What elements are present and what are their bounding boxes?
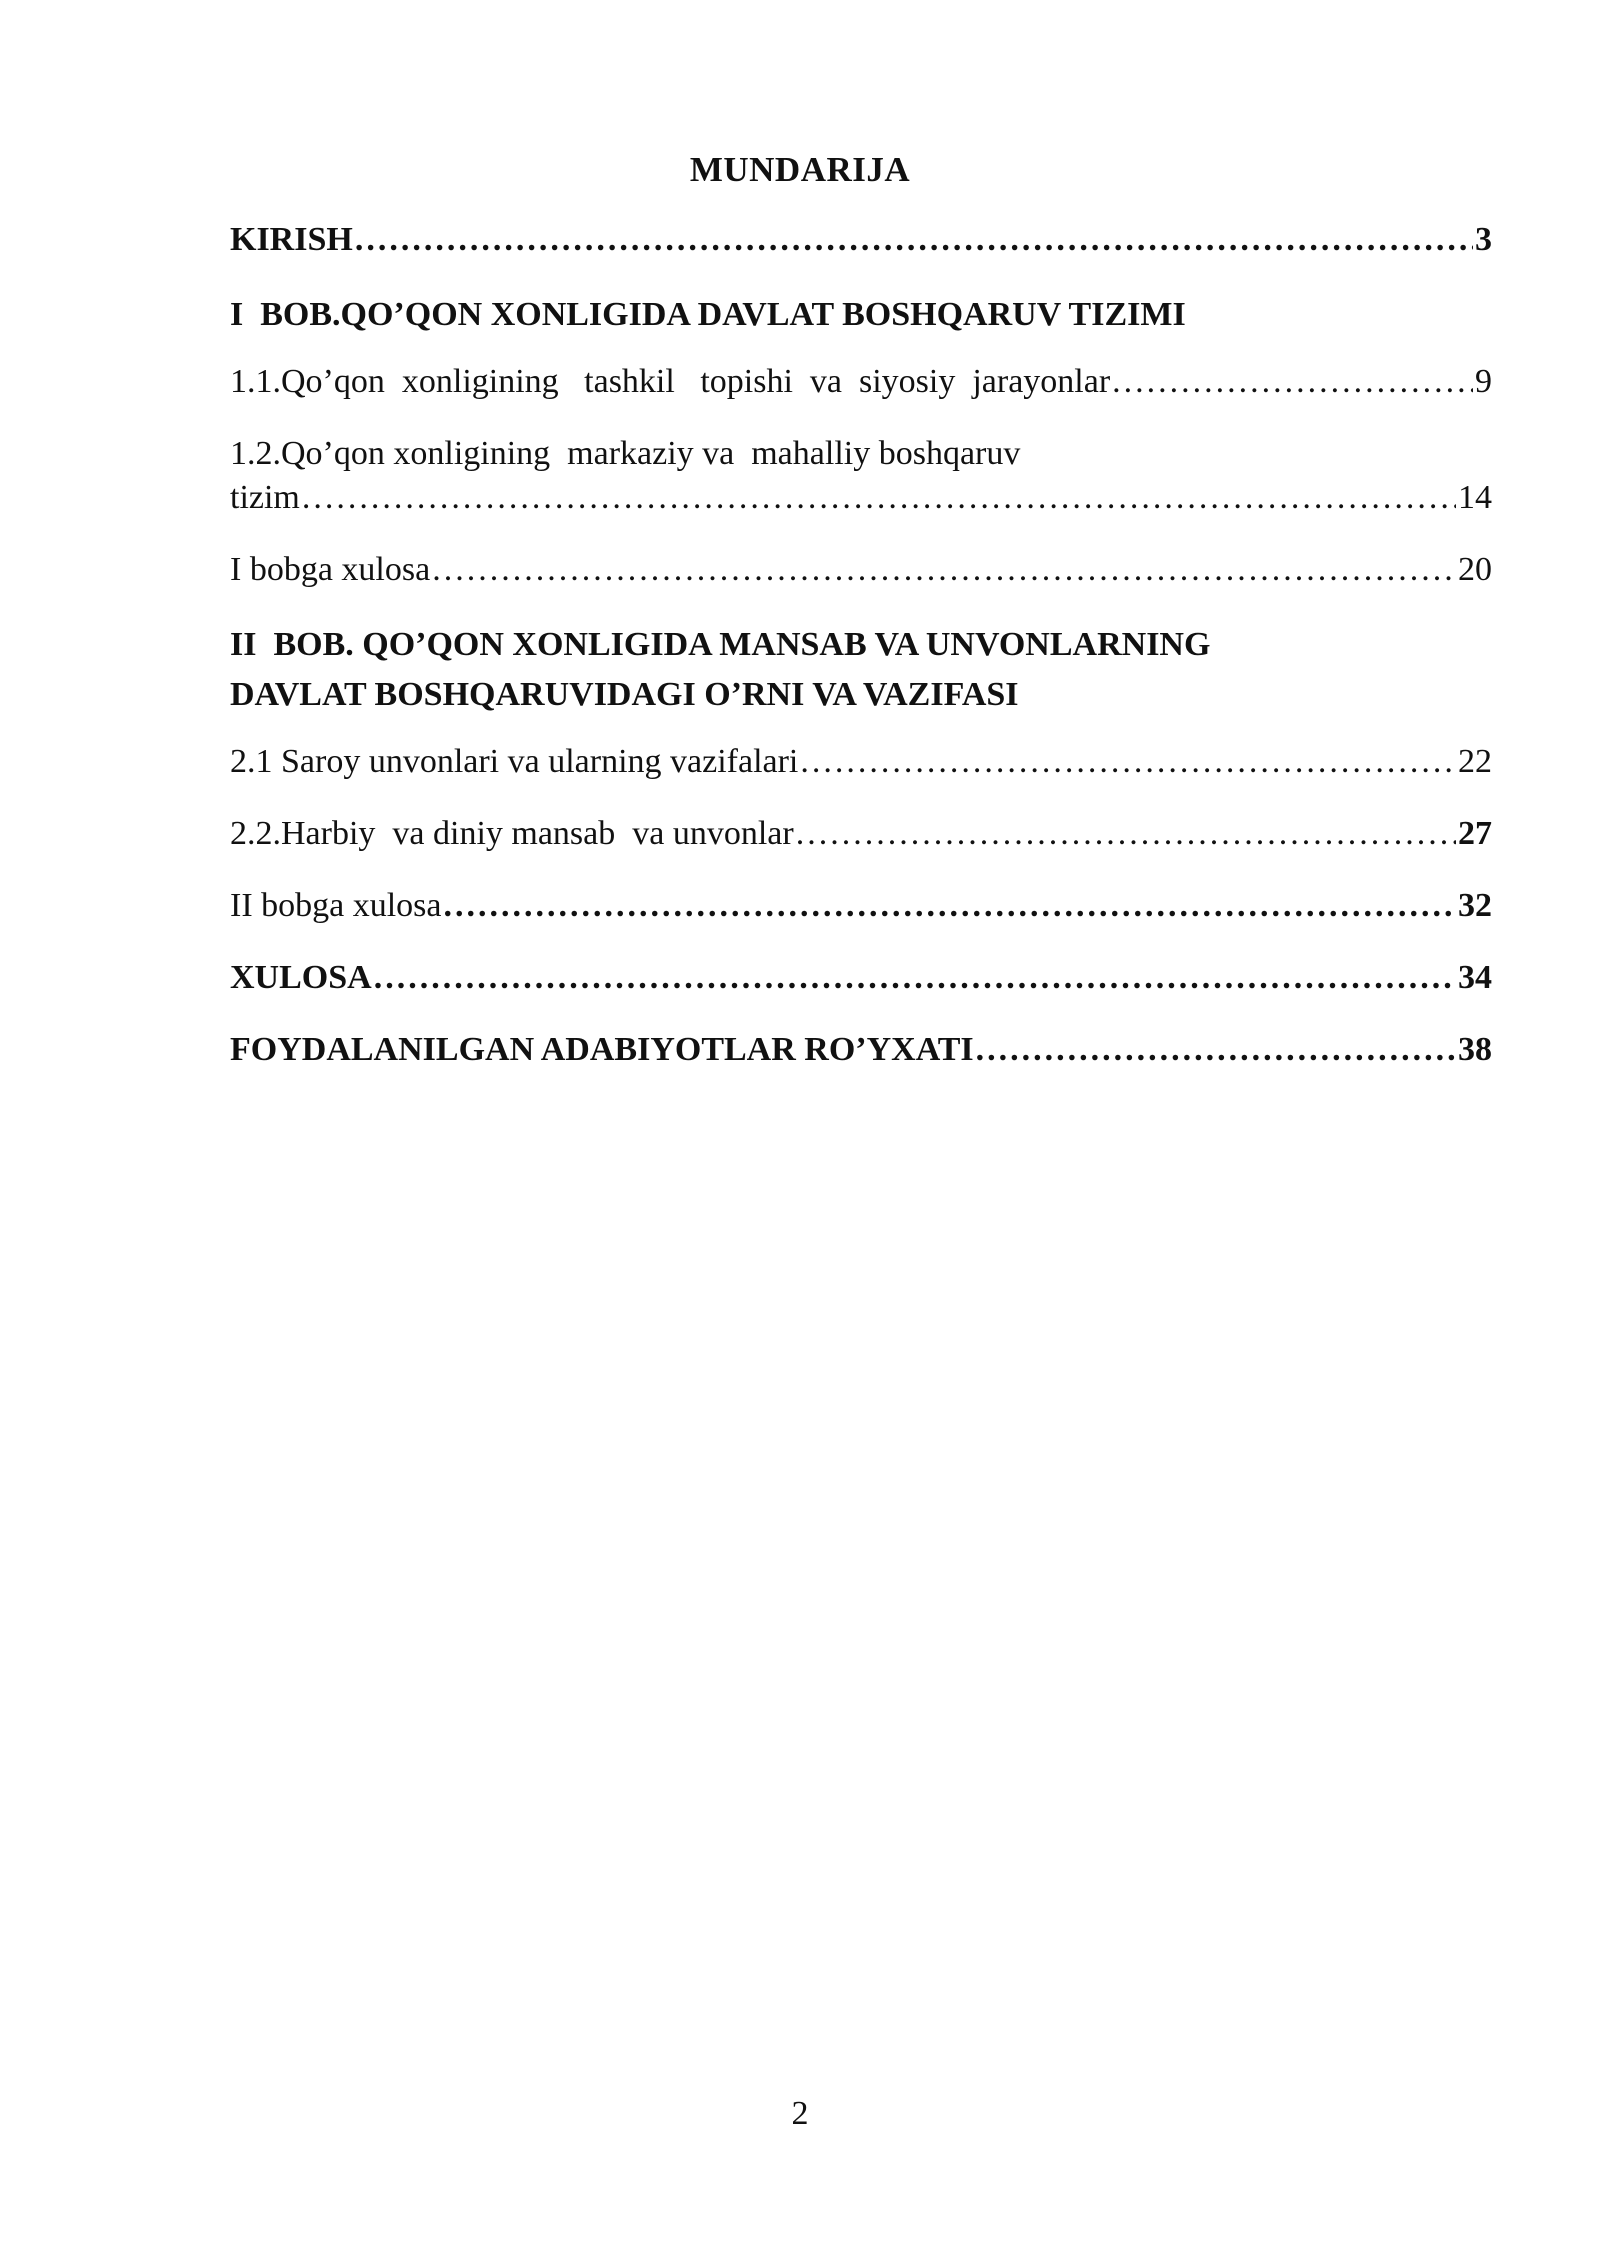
toc-entry-label: 2.1 Saroy unvonlari va ularning vazifalari xyxy=(230,743,799,780)
toc-page-number: 14 xyxy=(1458,479,1492,516)
toc-entry-label: I bobga xulosa xyxy=(230,551,431,588)
toc-entry-label: 2.2.Harbiy va diniy mansab va unvonlar xyxy=(230,815,794,852)
toc-page-number: 9 xyxy=(1475,363,1492,400)
toc-chapter-1-heading[interactable] xyxy=(230,290,1492,340)
dot-leader xyxy=(976,1028,1456,1072)
toc-page-number: 32 xyxy=(1458,887,1492,924)
chapter-heading-line2: DAVLAT BOSHQARUVIDAGI O’RNI VA VAZIFASI xyxy=(230,676,1019,713)
toc-entry-label: XULOSA xyxy=(230,959,372,996)
dot-leader xyxy=(432,548,1456,592)
table-of-contents xyxy=(230,218,1492,1100)
toc-entry-1-2[interactable] xyxy=(230,432,1492,520)
dot-leader xyxy=(302,476,1456,520)
toc-entry-xulosa[interactable] xyxy=(230,956,1492,1000)
chapter-heading-text: I BOB.QO’QON XONLIGIDA DAVLAT BOSHQARUV TIZIMI xyxy=(230,296,1186,333)
toc-entry-label: II bobga xulosa xyxy=(230,887,442,924)
dot-leader xyxy=(444,884,1456,928)
chapter-heading-line1: II BOB. QO’QON XONLIGIDA MANSAB VA UNVONLARNING xyxy=(230,626,1211,663)
dot-leader xyxy=(355,218,1473,262)
dot-leader xyxy=(796,812,1456,856)
dot-leader xyxy=(800,740,1456,784)
page-title: MUNDARIJA xyxy=(689,150,911,189)
toc-page-number: 38 xyxy=(1458,1031,1492,1068)
page-footer-number: 2 xyxy=(791,2095,809,2132)
toc-entry-label-line1: 1.2.Qo’qon xonligining markaziy va mahalliy boshqaruv xyxy=(230,435,1021,472)
toc-entry-label: tizim xyxy=(230,479,300,516)
toc-entry-label: KIRISH xyxy=(230,221,353,258)
toc-entry-label: 1.1.Qo’qon xonligining tashkil topishi va siyosiy jarayonlar xyxy=(230,363,1111,400)
toc-entry-chapter2-conclusion[interactable] xyxy=(230,884,1492,928)
toc-page-number: 22 xyxy=(1458,743,1492,780)
toc-entry-label: FOYDALANILGAN ADABIYOTLAR RO’YXATI xyxy=(230,1031,974,1068)
toc-entry-chapter1-conclusion[interactable] xyxy=(230,548,1492,592)
toc-entry-kirish[interactable] xyxy=(230,218,1492,262)
toc-page-number: 20 xyxy=(1458,551,1492,588)
toc-page-number: 34 xyxy=(1458,959,1492,996)
toc-entry-2-2[interactable] xyxy=(230,812,1492,856)
dot-leader xyxy=(1112,360,1473,404)
dot-leader xyxy=(374,956,1456,1000)
toc-entry-2-1[interactable] xyxy=(230,740,1492,784)
toc-chapter-2-heading[interactable] xyxy=(230,620,1492,720)
toc-entry-references[interactable] xyxy=(230,1028,1492,1072)
toc-page-number: 27 xyxy=(1458,815,1492,852)
toc-entry-1-1[interactable] xyxy=(230,360,1492,404)
toc-page-number: 3 xyxy=(1475,221,1492,258)
